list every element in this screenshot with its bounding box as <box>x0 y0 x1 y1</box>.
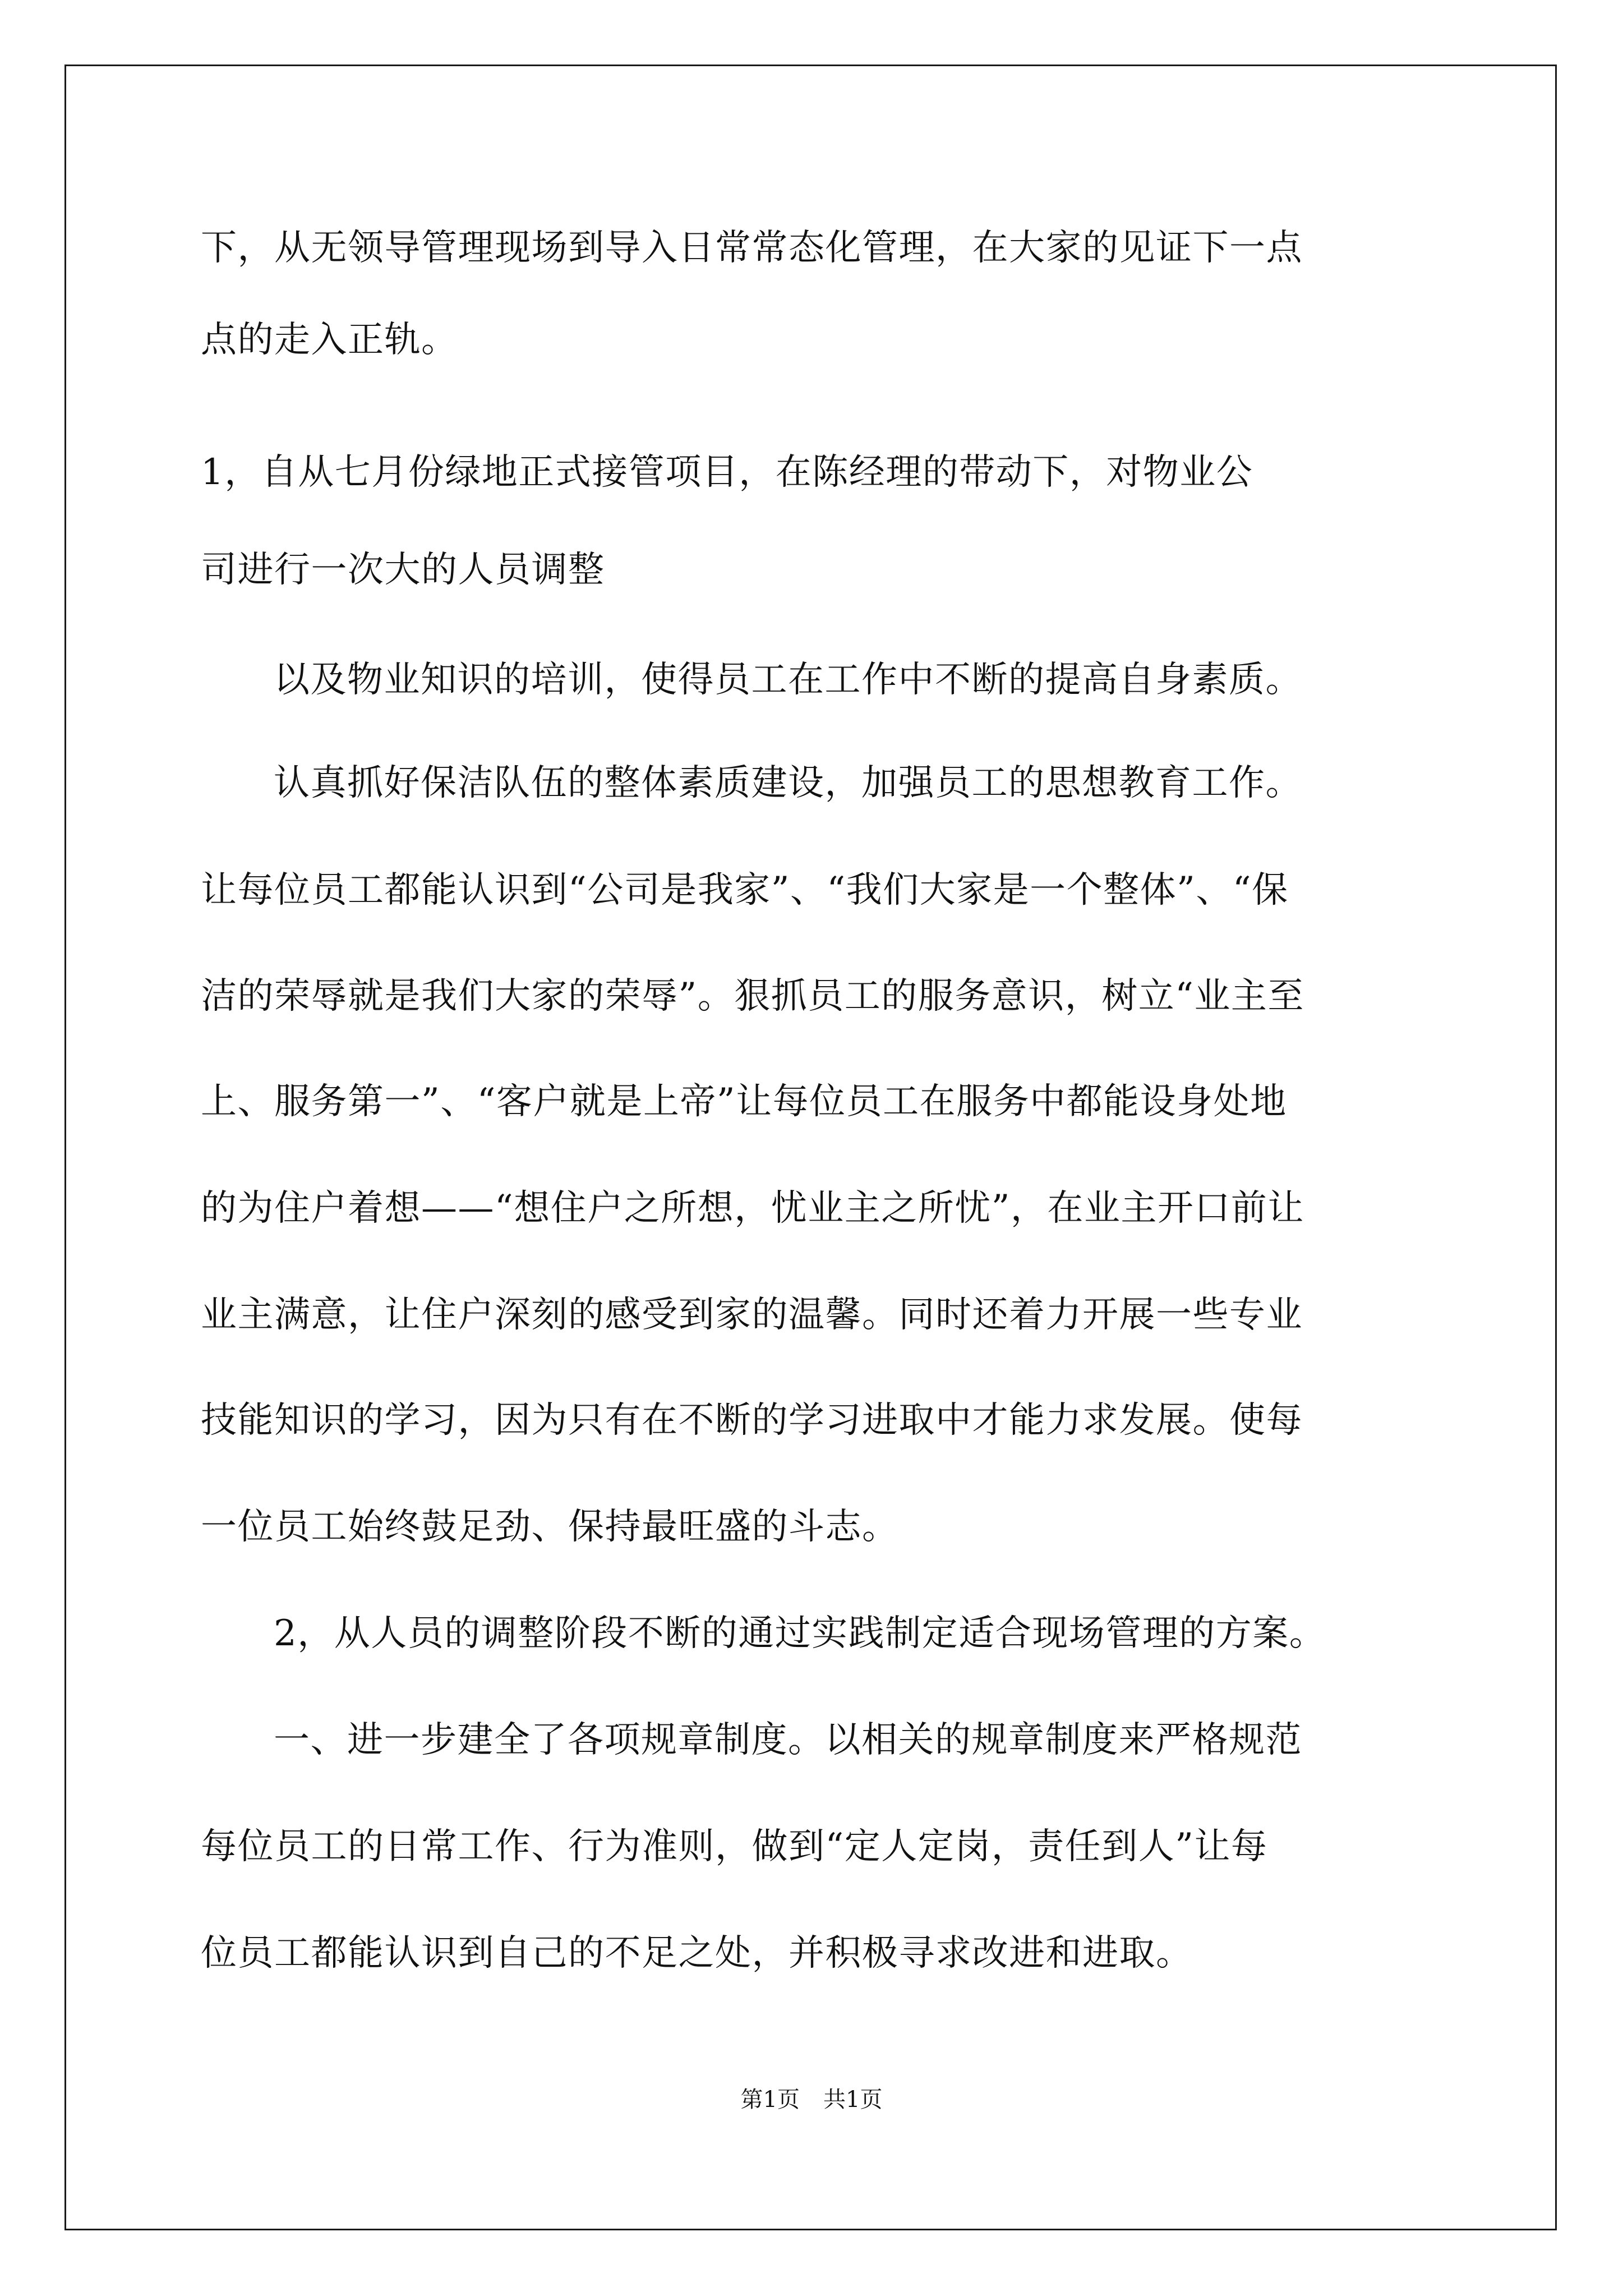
page-total: 共1页 <box>823 2087 883 2113</box>
page-footer <box>0 2086 1623 2114</box>
body-line-4: 司进行一次大的人员调整 <box>201 549 605 591</box>
body-line-3: 1，自从七月份绿地正式接管项目，在陈经理的带动下，对物业公 <box>201 452 1253 493</box>
body-line-12: 技能知识的学习，因为只有在不断的学习进取中才能力求发展。使每 <box>201 1400 1303 1441</box>
body-line-14: 2，从人员的调整阶段不断的通过实践制定适合现场管理的方案。 <box>274 1613 1326 1654</box>
body-line-10: 的为住户着想——“想住户之所想，忧业主之所忧”，在业主开口前让 <box>201 1188 1304 1229</box>
body-line-17: 位员工都能认识到自己的不足之处，并积极寻求改进和进取。 <box>201 1932 1193 1974</box>
body-line-6: 认真抓好保洁队伍的整体素质建设，加强员工的思想教育工作。 <box>274 762 1302 804</box>
page-number: 第1页 <box>740 2087 800 2113</box>
body-line-2: 点的走入正轨。 <box>201 319 458 361</box>
body-line-9: 上、服务第一”、“客户就是上帝”让每位员工在服务中都能设身处地 <box>201 1081 1287 1122</box>
body-line-5: 以及物业知识的培训，使得员工在工作中不断的提高自身素质。 <box>274 659 1302 701</box>
body-line-16: 每位员工的日常工作、行为准则，做到“定人定岗，责任到人”让每 <box>201 1826 1268 1867</box>
body-line-11: 业主满意，让住户深刻的感受到家的温馨。同时还着力开展一些专业 <box>201 1294 1303 1336</box>
body-line-7: 让每位员工都能认识到“公司是我家”、“我们大家是一个整体”、“保 <box>201 869 1289 911</box>
body-line-1: 下，从无领导管理现场到导入日常常态化管理，在大家的见证下一点 <box>201 227 1303 269</box>
body-line-13: 一位员工始终鼓足劲、保持最旺盛的斗志。 <box>201 1506 899 1548</box>
body-line-15: 一、进一步建全了各项规章制度。以相关的规章制度来严格规范 <box>274 1719 1302 1761</box>
page-border <box>64 65 1557 2230</box>
body-line-8: 洁的荣辱就是我们大家的荣辱”。狠抓员工的服务意识，树立“业主至 <box>201 976 1304 1017</box>
